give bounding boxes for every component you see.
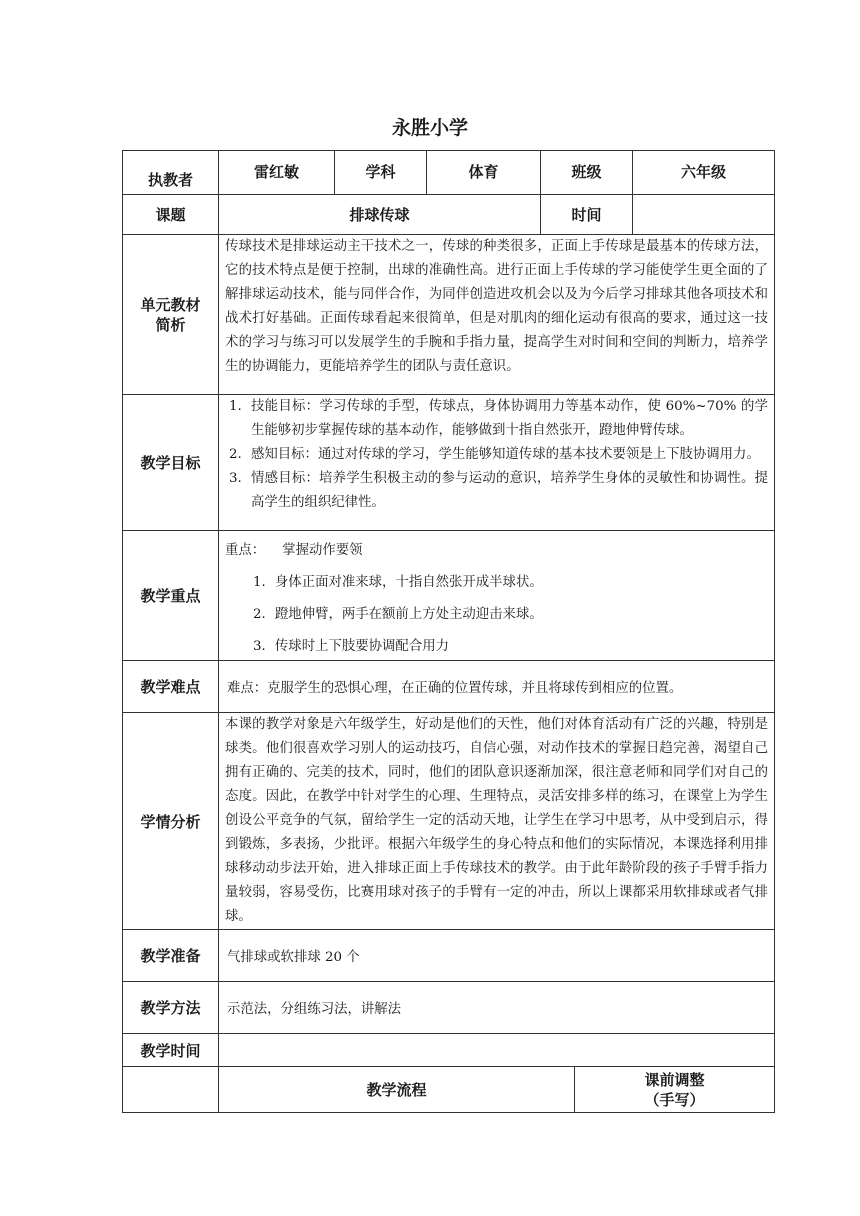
student-analysis-content xyxy=(219,713,775,930)
teacher-label: 执教者 xyxy=(123,151,219,195)
methods-text: 示范法，分组练习法，讲解法 xyxy=(219,982,775,1034)
preparation-text: 气排球或软排球 20 个 xyxy=(219,930,775,982)
objective-number: 2. xyxy=(229,447,242,462)
key-point-item: 1．身体正面对准来球，十指自然张开成半球状。 xyxy=(253,575,543,590)
process-blank-cell xyxy=(123,1067,219,1113)
topic-value: 排球传球 xyxy=(219,195,541,235)
student-analysis-label: 学情分析 xyxy=(123,713,219,930)
key-points-heading-label: 重点： xyxy=(225,543,266,558)
objective-item xyxy=(225,443,768,467)
time-value xyxy=(633,195,775,235)
objectives-row xyxy=(123,395,775,531)
class-label: 班级 xyxy=(541,151,633,195)
topic-label: 课题 xyxy=(123,195,219,235)
methods-label: 教学方法 xyxy=(123,982,219,1034)
objective-text: 技能目标：学习传球的手型，传球点，身体协调用力等基本动作，使 60%~70% 的学生能够初步掌握传球的基本动作，能够做到十指自然张开，蹬地伸臂传球。 xyxy=(251,399,769,438)
key-points-content xyxy=(219,531,775,661)
objectives-label: 教学目标 xyxy=(123,395,219,531)
unit-analysis-label-line1: 单元教材 xyxy=(140,295,201,314)
objectives-list xyxy=(225,395,768,515)
unit-analysis-paragraph: 传球技术是排球运动主干技术之一，传球的种类很多，正面上手传球是最基本的传球方法，它的技术特点是便于控制，出球的准确性高。进行正面上手传球的学习能使学生更全面的了解排球运动技术，能与同伴合作，为同伴创造进攻机会以及为今后学习排球其他各项技术和战术打好基础。正面传球看起来很简单，但是对肌肉的细化运动有很高的要求，通过这一技术的学习与练习可以发展学生的手腕和手指力量，提高学生对时间和空间的判断力，培养学生的协调能力，更能培养学生的团队与责任意识。 xyxy=(225,239,769,374)
difficulty-row xyxy=(123,661,775,713)
objective-item xyxy=(225,395,768,443)
difficulty-label: 教学难点 xyxy=(123,661,219,713)
teacher-name: 雷红敏 xyxy=(219,151,335,195)
unit-analysis-label xyxy=(123,235,219,395)
pre-class-adjust xyxy=(575,1067,775,1113)
pre-class-adjust-line2: （手写） xyxy=(644,1090,705,1109)
process-header-row xyxy=(123,1067,775,1113)
student-analysis-row xyxy=(123,713,775,930)
teaching-time-value xyxy=(219,1034,775,1067)
lesson-plan-table xyxy=(122,150,775,1113)
objective-number: 1. xyxy=(229,399,242,414)
unit-analysis-row xyxy=(123,235,775,395)
info-row xyxy=(123,151,775,195)
teaching-time-label: 教学时间 xyxy=(123,1034,219,1067)
student-analysis-paragraph: 本课的教学对象是六年级学生，好动是他们的天性，他们对体育活动有广泛的兴趣，特别是球类。他们很喜欢学习别人的运动技巧，自信心强，对动作技术的掌握日趋完善，渴望自己拥有正确的、完美的技术，同时，他们的团队意识逐渐加深，很注意老师和同学们对自己的态度。因此，在教学中针对学生的心理、生理特点，灵活安排多样的练习，在课堂上为学生创设公平竞争的气氛，留给学生一定的活动天地，让学生在学习中思考，从中受到启示，得到锻炼，多表扬，少批评。根据六年级学生的身心特点和他们的实际情况，本课选择利用排球移动动步法开始，进入排球正面上手传球技术的教学。由于此年龄阶段的孩子手臂手指力量较弱，容易受伤，比赛用球对孩子的手臂有一定的冲击，所以上课都采用软排球或者气排球。 xyxy=(225,717,769,924)
objective-item xyxy=(225,467,768,515)
key-points-heading-text: 掌握动作要领 xyxy=(282,543,363,558)
objective-text: 感知目标：通过对传球的学习，学生能够知道传球的基本技术要领是上下肢协调用力。 xyxy=(251,447,760,462)
objective-number: 3. xyxy=(229,471,242,486)
difficulty-text: 难点：克服学生的恐惧心理，在正确的位置传球，并且将球传到相应的位置。 xyxy=(219,661,775,713)
unit-analysis-label-line2: 简析 xyxy=(155,315,186,334)
key-points-heading xyxy=(225,531,768,563)
time-label: 时间 xyxy=(541,195,633,235)
key-point-item: 2．蹬地伸臂，两手在额前上方处主动迎击来球。 xyxy=(253,607,543,622)
class-value: 六年级 xyxy=(633,151,775,195)
key-point-item: 3．传球时上下肢要协调配合用力 xyxy=(253,639,449,654)
page-title: 永胜小学 xyxy=(391,117,468,139)
pre-class-adjust-line1: 课前调整 xyxy=(644,1070,705,1089)
preparation-label: 教学准备 xyxy=(123,930,219,982)
key-points-row xyxy=(123,531,775,661)
subject-value: 体育 xyxy=(427,151,541,195)
objectives-content xyxy=(219,395,775,531)
process-label: 教学流程 xyxy=(219,1067,575,1113)
teaching-time-row xyxy=(123,1034,775,1067)
topic-row xyxy=(123,195,775,235)
objective-text: 情感目标：培养学生积极主动的参与运动的意识，培养学生身体的灵敏性和协调性。提高学生的组织纪律性。 xyxy=(251,471,769,510)
key-points-label: 教学重点 xyxy=(123,531,219,661)
preparation-row xyxy=(123,930,775,982)
subject-label: 学科 xyxy=(335,151,427,195)
unit-analysis-text xyxy=(219,235,775,395)
methods-row xyxy=(123,982,775,1034)
